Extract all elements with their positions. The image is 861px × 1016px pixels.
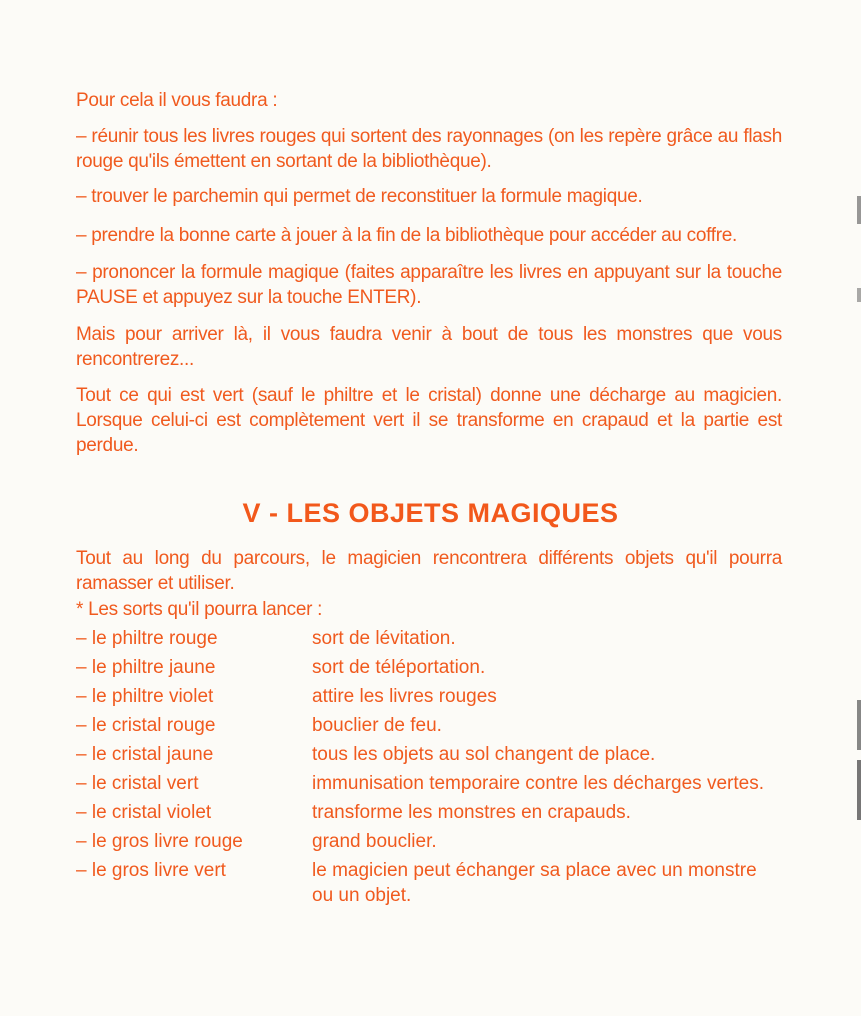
item-name: – le cristal rouge (76, 715, 216, 736)
item-name: – le philtre jaune (76, 657, 216, 678)
scan-edge-mark (857, 288, 861, 302)
item-name: – le philtre rouge (76, 628, 218, 649)
spells-lead (76, 597, 782, 622)
scan-edge-mark (857, 196, 861, 224)
item-effect: bouclier de feu. (312, 715, 442, 736)
green-paragraph (76, 383, 782, 458)
green-text: Tout ce qui est vert (sauf le philtre et le cristal) donne une décharge au magicien. Lorsque celui-ci est complètement vert il se transforme en crapaud et la partie est perdue. (76, 385, 782, 456)
item-name: – le gros livre rouge (76, 831, 243, 852)
item-effect: le magicien peut échanger sa place avec un monstre ou un objet. (312, 860, 757, 906)
step-3 (76, 223, 782, 248)
item-effect: transforme les monstres en crapauds. (312, 802, 631, 823)
step-4 (76, 260, 782, 310)
item-name: – le cristal vert (76, 773, 199, 794)
section-title: V - LES OBJETS MAGIQUES (242, 498, 619, 528)
spells-lead-text: * Les sorts qu'il pourra lancer : (76, 599, 323, 620)
item-name: – le cristal violet (76, 802, 212, 823)
step-1 (76, 124, 782, 174)
step-1-text: – réunir tous les livres rouges qui sortent des rayonnages (on les repère grâce au flash rouge qu'ils émettent en sortant de la bibliothèque). (76, 126, 782, 172)
item-effect: sort de lévitation. (312, 628, 456, 649)
intro-lead (76, 88, 782, 113)
item-effect: sort de téléportation. (312, 657, 486, 678)
item-effect: attire les livres rouges (312, 686, 497, 707)
section-intro (76, 546, 782, 596)
step-4-text: – prononcer la formule magique (faites apparaître les livres en appuyant sur la touche PAUSE et appuyez sur la touche ENTER). (76, 262, 782, 308)
item-name: – le gros livre vert (76, 860, 226, 881)
item-effect: tous les objets au sol changent de place. (312, 744, 656, 765)
scan-edge-mark (857, 760, 861, 820)
step-3-text: – prendre la bonne carte à jouer à la fin de la bibliothèque pour accéder au coffre. (76, 225, 738, 246)
item-effect: grand bouclier. (312, 831, 437, 852)
step-2 (76, 184, 782, 209)
step-2-text: – trouver le parchemin qui permet de reconstituer la formule magique. (76, 186, 643, 207)
item-effect: immunisation temporaire contre les décharges vertes. (312, 773, 764, 794)
monsters-text: Mais pour arriver là, il vous faudra venir à bout de tous les monstres que vous rencontrerez... (76, 324, 782, 370)
scan-edge-mark (857, 700, 861, 750)
item-name: – le cristal jaune (76, 744, 214, 765)
intro-lead-text: Pour cela il vous faudra : (76, 90, 278, 111)
section-intro-text: Tout au long du parcours, le magicien rencontrera différents objets qu'il pourra ramasser et utiliser. (76, 548, 782, 594)
item-name: – le philtre violet (76, 686, 214, 707)
monsters-paragraph (76, 322, 782, 372)
